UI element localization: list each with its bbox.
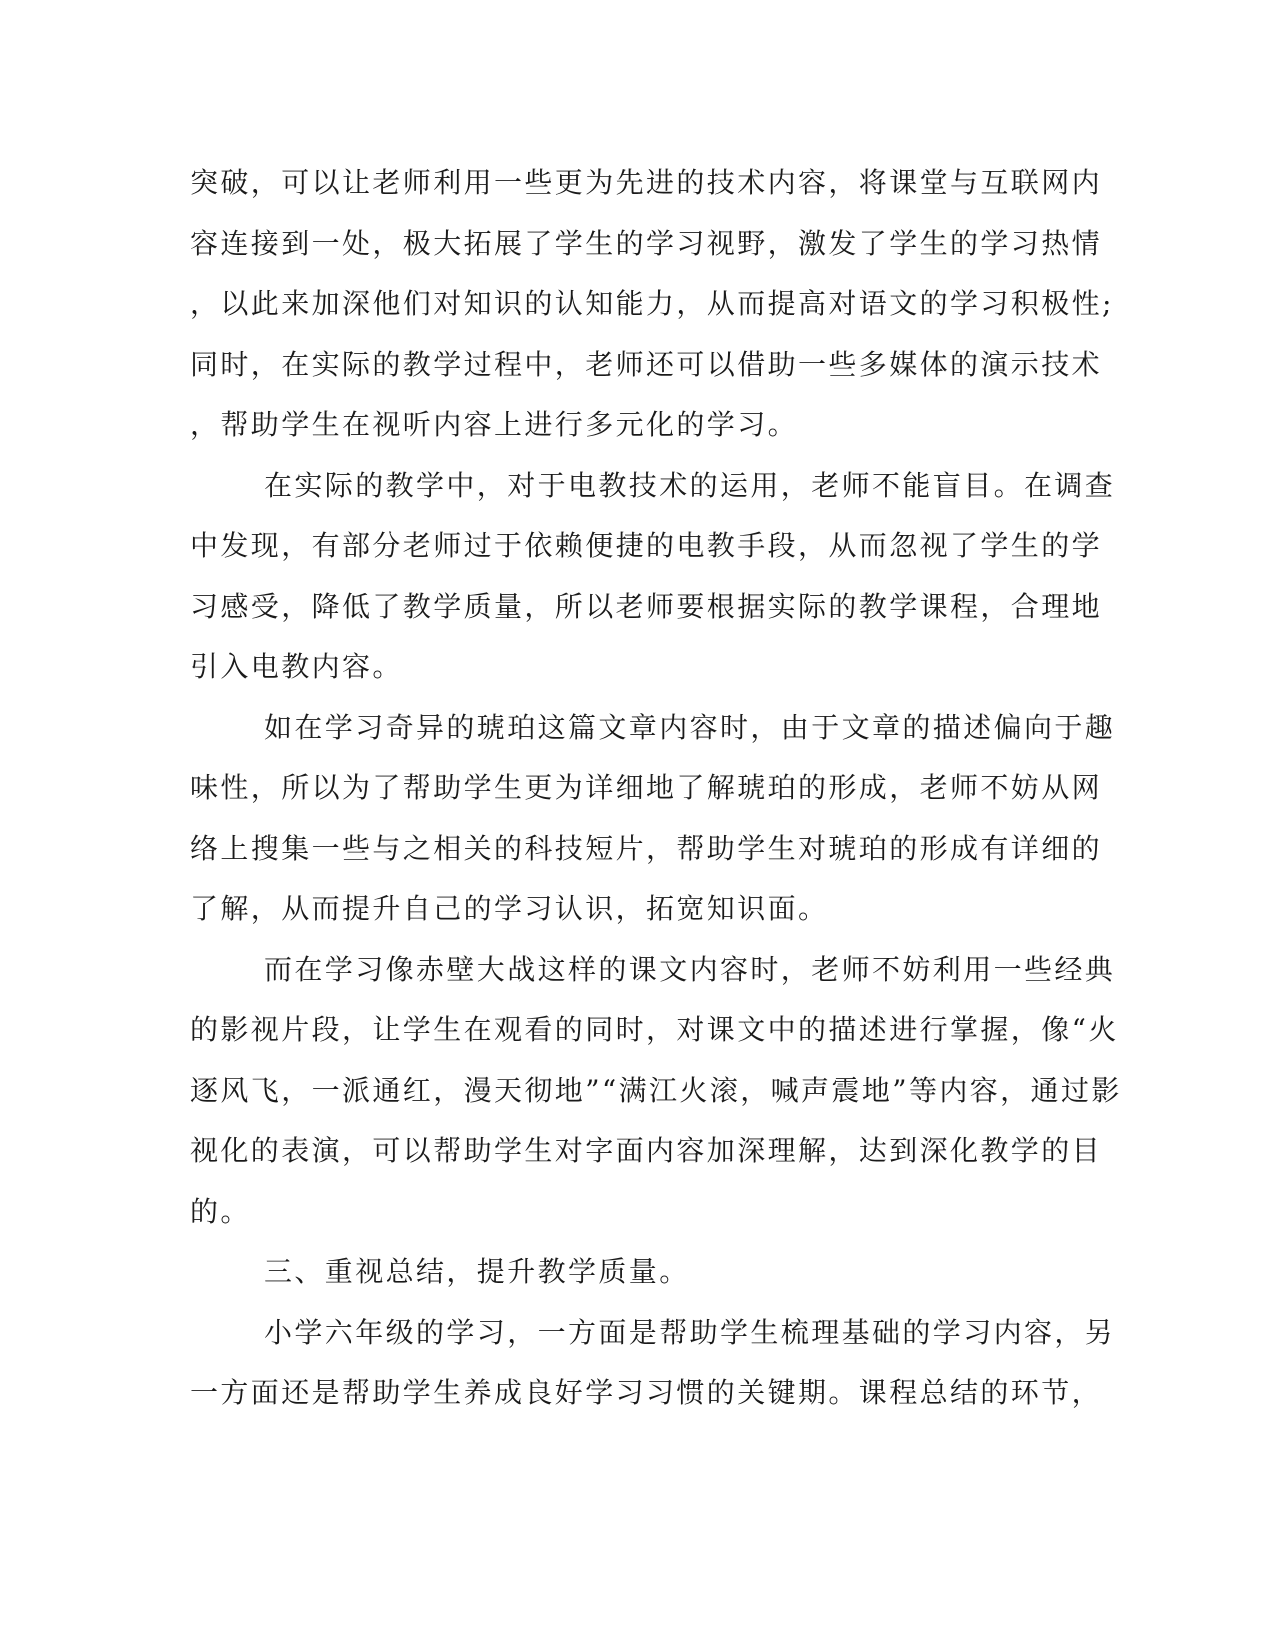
- text-line: 络上搜集一些与之相关的科技短片，帮助学生对琥珀的形成有详细的: [190, 831, 1103, 865]
- section-heading-text: 三、重视总结，提升教学质量。: [264, 1255, 690, 1288]
- paragraph-5: [190, 1313, 1116, 1434]
- text-line: 小学六年级的学习，一方面是帮助学生梳理基础的学习内容，另: [264, 1315, 1116, 1349]
- text-line: 一方面还是帮助学生养成良好学习习惯的关键期。课程总结的环节，: [190, 1376, 1103, 1409]
- text-line: 的。: [190, 1194, 251, 1228]
- paragraph-1: [190, 163, 1114, 466]
- text-line: 习感受，降低了教学质量，所以老师要根据实际的教学课程，合理地: [190, 589, 1103, 623]
- text-line: 突破，可以让老师利用一些更为先进的技术内容，将课堂与互联网内: [190, 166, 1103, 199]
- text-line: 引入电教内容。: [190, 650, 403, 683]
- document-body: [190, 163, 1122, 1434]
- text-line: 如在学习奇异的琥珀这篇文章内容时，由于文章的描述偏向于趣: [264, 710, 1116, 744]
- text-line: 同时，在实际的教学过程中，老师还可以借助一些多媒体的演示技术: [190, 347, 1103, 381]
- text-line: 的影视片段，让学生在观看的同时，对课文中的描述进行掌握，像“火: [190, 1013, 1119, 1046]
- text-line: 而在学习像赤壁大战这样的课文内容时，老师不妨利用一些经典: [264, 952, 1116, 986]
- text-line: 视化的表演，可以帮助学生对字面内容加深理解，达到深化教学的目: [190, 1134, 1103, 1167]
- paragraph-3: [190, 708, 1116, 950]
- text-line: ，以此来加深他们对知识的认知能力，从而提高对语文的学习积极性;: [190, 287, 1114, 320]
- text-line: 容连接到一处，极大拓展了学生的学习视野，激发了学生的学习热情: [190, 226, 1103, 260]
- section-heading: [190, 1252, 1080, 1313]
- text-line: 逐风飞，一派通红，漫天彻地”“满江火滚，喊声震地”等内容，通过影: [190, 1073, 1122, 1107]
- text-line: ，帮助学生在视听内容上进行多元化的学习。: [190, 408, 799, 441]
- text-line: 了解，从而提升自己的学习认识，拓宽知识面。: [190, 892, 829, 925]
- paragraph-2: [190, 466, 1116, 708]
- text-line: 味性，所以为了帮助学生更为详细地了解琥珀的形成，老师不妨从网: [190, 771, 1103, 804]
- paragraph-4: [190, 950, 1122, 1253]
- text-line: 中发现，有部分老师过于依赖便捷的电教手段，从而忽视了学生的学: [190, 529, 1103, 562]
- text-line: 在实际的教学中，对于电教技术的运用，老师不能盲目。在调查: [264, 468, 1116, 502]
